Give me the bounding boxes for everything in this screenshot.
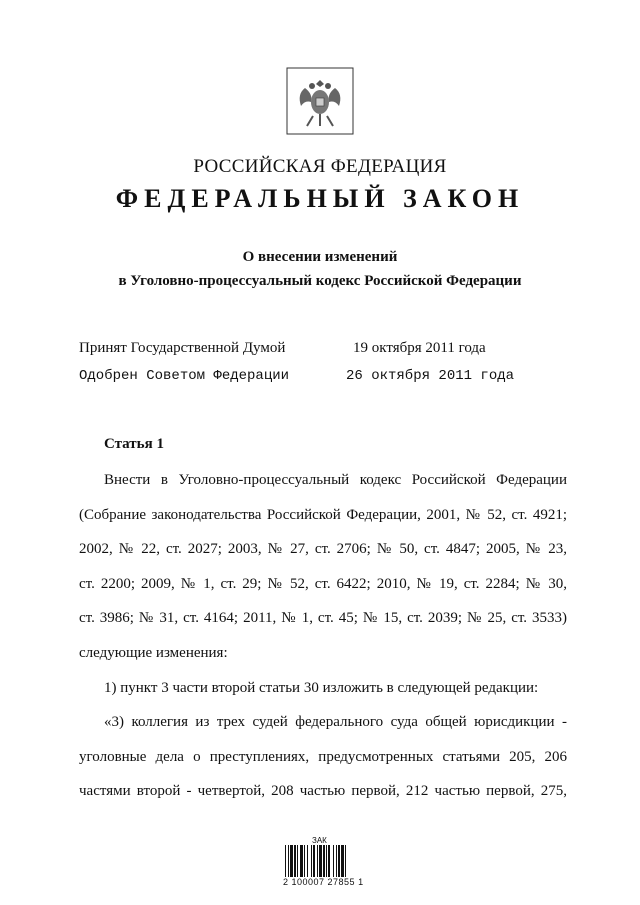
council-approval-label: Одобрен Советом Федерации [79, 368, 290, 384]
body-line: «3) коллегия из трех судей федерального суда общей юрисдикции - [104, 714, 567, 730]
duma-adoption-label: Принят Государственной Думой [79, 340, 286, 356]
body-line: частями второй - четвертой, 208 частью первой, 212 частью первой, 275, [79, 783, 567, 799]
document-type-heading: ФЕДЕРАЛЬНЫЙ ЗАКОН [115, 184, 525, 213]
barcode-number: 2 100007 27855 1 [283, 877, 364, 887]
body-line: Внести в Уголовно-процессуальный кодекс Российской Федерации [104, 472, 567, 488]
body-line: ст. 3986; № 31, ст. 4164; 2011, № 1, ст. 45; № 15, ст. 2039; № 25, ст. 3533) [79, 610, 567, 626]
law-title-line-2: в Уголовно-процессуальный кодекс Российской Федерации [118, 273, 522, 289]
article-title: Статья 1 [104, 436, 164, 452]
barcode-image [283, 845, 373, 877]
body-line: (Собрание законодательства Российской Федерации, 2001, № 52, ст. 4921; [79, 507, 567, 523]
body-line: уголовные дела о преступлениях, предусмотренных статьями 205, 206 [79, 749, 567, 765]
duma-adoption-date: 19 октября 2011 года [353, 340, 486, 356]
country-heading: РОССИЙСКАЯ ФЕДЕРАЦИЯ [193, 156, 447, 177]
body-line: следующие изменения: [79, 645, 228, 661]
council-approval-date: 26 октября 2011 года [346, 368, 515, 384]
body-line: ст. 2200; 2009, № 1, ст. 29; № 52, ст. 6422; 2010, № 19, ст. 2284; № 30, [79, 576, 567, 592]
body-line: 1) пункт 3 части второй статьи 30 изложить в следующей редакции: [104, 680, 539, 696]
stamp-mark: ЗАК [312, 836, 327, 845]
law-title-line-1: О внесении изменений [242, 249, 398, 265]
body-line: 2002, № 22, ст. 2027; 2003, № 27, ст. 2706; № 50, ст. 4847; 2005, № 23, [79, 541, 567, 557]
coat-of-arms-emblem [285, 66, 355, 136]
